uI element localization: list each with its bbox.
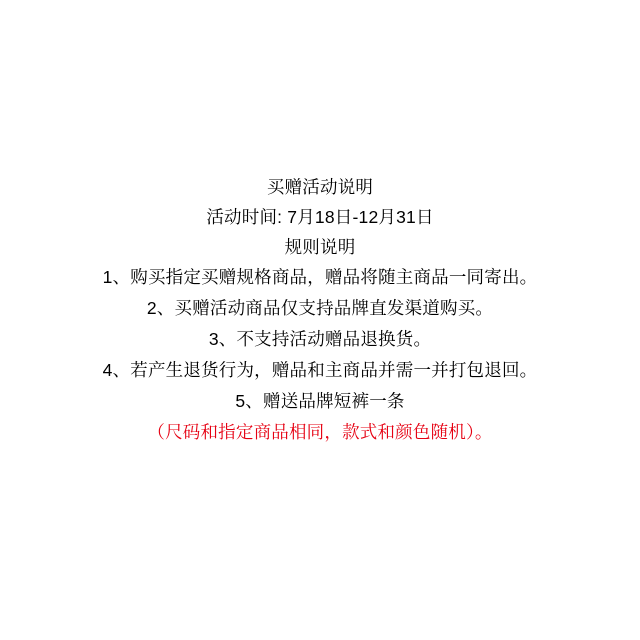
gift-note: （尺码和指定商品相同，款式和颜色随机）。 [147, 422, 493, 442]
promo-period: 活动时间: 7月18日-12月31日 [206, 207, 434, 227]
rule-item-5: 5、赠送品牌短裤一条 [235, 391, 405, 411]
promotion-description-block [0, 172, 640, 448]
rules-heading: 规则说明 [284, 237, 356, 257]
rule-item-3: 3、不支持活动赠品退换货。 [208, 329, 432, 349]
rule-item-2: 2、买赠活动商品仅支持品牌直发渠道购买。 [146, 298, 494, 318]
rule-item-4: 4、若产生退货行为，赠品和主商品并需一并打包退回。 [102, 360, 538, 380]
promo-title: 买赠活动说明 [266, 177, 374, 197]
rule-item-1: 1、购买指定买赠规格商品，赠品将随主商品一同寄出。 [102, 267, 538, 287]
